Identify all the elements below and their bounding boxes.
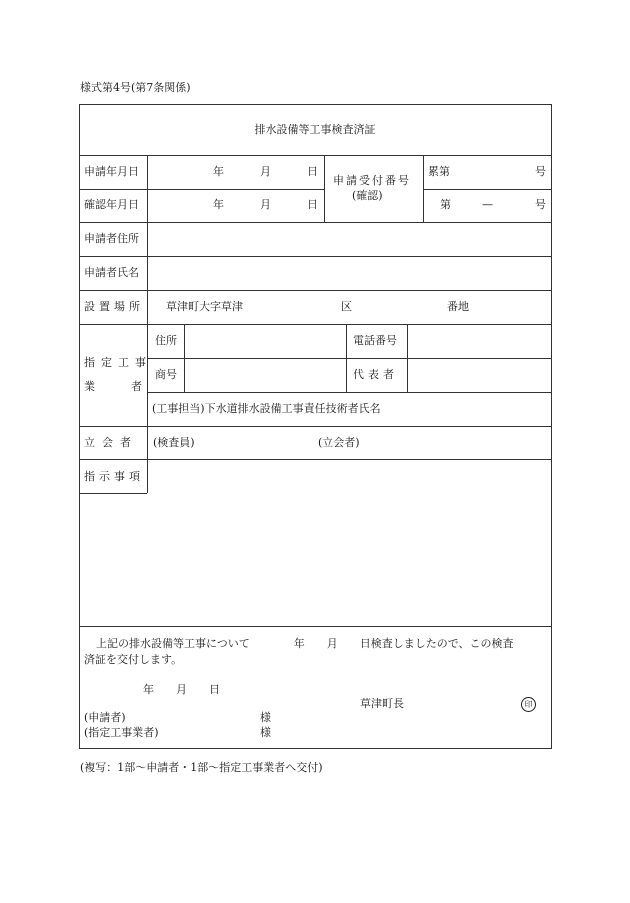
label-column-divider	[147, 155, 148, 493]
contractor-representative-label: 代表者	[353, 368, 398, 381]
confirmation-date-month: 月	[260, 198, 271, 211]
responsible-engineer-label: (工事担当)下水道排水設備工事責任技術者氏名	[152, 402, 381, 415]
row-divider	[79, 189, 324, 190]
certificate-title: 排水設備等工事検査済証	[254, 123, 376, 136]
recipient-contractor-honorific: 様	[260, 726, 271, 739]
receipt-number-label: 申請受付番号	[333, 174, 411, 187]
row-divider	[147, 358, 552, 359]
contractor-label-line2: 業者	[84, 380, 142, 393]
column-divider	[324, 155, 325, 222]
location-lot: 番地	[447, 300, 469, 313]
witness-label: 立会者	[84, 436, 138, 449]
confirmation-date-year: 年	[213, 198, 224, 211]
row-divider	[423, 189, 552, 190]
application-date-label: 申請年月日	[84, 165, 139, 178]
recipient-applicant-honorific: 様	[260, 711, 271, 724]
certificate-statement-line1: 上記の排水設備等工事について 年 月 日検査しましたので、この検査	[96, 637, 514, 650]
column-divider	[407, 324, 408, 392]
form-number: 様式第4号(第7条関係)	[80, 81, 191, 94]
contractor-address-label: 住所	[155, 334, 177, 347]
confirmation-number-dash: —	[482, 198, 493, 211]
cumulative-number-suffix: 号	[535, 165, 546, 178]
receipt-number-sublabel: (確認)	[352, 189, 383, 202]
contractor-label-line1: 指定工事	[84, 356, 152, 369]
column-divider	[423, 155, 424, 222]
cumulative-number-prefix: 累第	[428, 165, 450, 178]
recipient-contractor-label: (指定工事業者)	[84, 726, 159, 739]
row-divider	[79, 426, 552, 427]
issue-date: 年 月 日	[143, 683, 220, 696]
attendee-label: (立会者)	[318, 436, 360, 449]
row-divider	[79, 493, 147, 494]
row-divider	[79, 290, 552, 291]
row-divider	[147, 392, 552, 393]
recipient-applicant-label: (申請者)	[84, 711, 126, 724]
location-ward: 区	[341, 300, 352, 313]
column-divider	[184, 324, 185, 392]
contractor-phone-label: 電話番号	[353, 334, 397, 347]
row-divider	[79, 155, 552, 156]
confirmation-date-day: 日	[307, 198, 318, 211]
contractor-business-name-label: 商号	[155, 368, 177, 381]
row-divider	[79, 222, 552, 223]
row-divider	[79, 459, 552, 460]
copy-distribution-note: (複写：1部〜申請者・1部〜指定工事業者へ交付)	[80, 761, 323, 774]
seal-icon: 印	[521, 697, 536, 712]
location-label: 設置場所	[84, 300, 144, 313]
location-town: 草津町大字草津	[166, 300, 243, 313]
applicant-name-label: 申請者氏名	[84, 266, 139, 279]
column-divider	[346, 324, 347, 392]
certificate-statement-line2: 済証を交付します。	[84, 653, 183, 666]
confirmation-number-suffix: 号	[535, 198, 546, 211]
row-divider	[79, 256, 552, 257]
table-border-bottom	[79, 748, 552, 749]
confirmation-date-label: 確認年月日	[84, 198, 139, 211]
table-border-top	[79, 104, 552, 105]
applicant-address-label: 申請者住所	[84, 232, 139, 245]
application-date-day: 日	[307, 165, 318, 178]
inspector-label: (検査員)	[153, 436, 195, 449]
issuer-title: 草津町長	[360, 697, 404, 710]
application-date-month: 月	[260, 165, 271, 178]
row-divider	[79, 626, 552, 627]
confirmation-number-prefix: 第	[440, 198, 451, 211]
instructions-label: 指示事項	[84, 470, 144, 483]
application-date-year: 年	[213, 165, 224, 178]
row-divider	[79, 324, 552, 325]
